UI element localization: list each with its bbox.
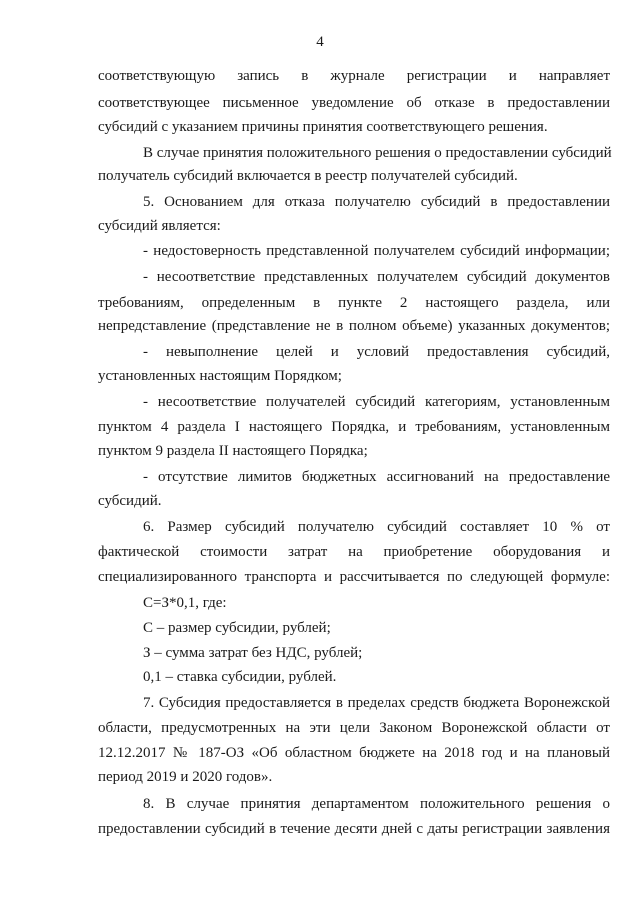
text-line: - несоответствие получателей субсидий категориям, установленным <box>143 394 610 410</box>
text-line: - невыполнение целей и условий предоставления субсидий, <box>143 344 610 360</box>
text-line: установленных настоящим Порядком; <box>98 368 342 384</box>
text-line: пунктом 9 раздела II настоящего Порядка; <box>98 443 368 459</box>
page-number: 4 <box>316 34 324 50</box>
text-line: 6. Размер субсидий получателю субсидий составляет 10 % от <box>143 519 610 535</box>
text-line: 5. Основанием для отказа получателю субсидий в предоставлении <box>143 194 610 210</box>
formula-line: С=З*0,1, где: <box>143 595 227 611</box>
text-line: 7. Субсидия предоставляется в пределах средств бюджета Воронежской <box>143 695 610 711</box>
text-line: субсидий является: <box>98 218 221 234</box>
text-line: период 2019 и 2020 годов». <box>98 769 273 785</box>
text-line: субсидий. <box>98 493 162 509</box>
text-line: пунктом 4 раздела I настоящего Порядка, и требованиям, установленным <box>98 419 610 435</box>
text-line: - отсутствие лимитов бюджетных ассигнований на предоставление <box>143 469 610 485</box>
text-line: специализированного транспорта и рассчитывается по следующей формуле: <box>98 569 610 585</box>
text-line: субсидий с указанием причины принятия соответствующего решения. <box>98 119 548 135</box>
text-line: области, предусмотренных на эти цели Законом Воронежской области от <box>98 720 610 736</box>
text-line: предоставлении субсидий в течение десяти дней с даты регистрации заявления <box>98 821 610 837</box>
text-line: В случае принятия положительного решения о предоставлении субсидий <box>143 145 612 161</box>
text-line: требованиям, определенным в пункте 2 настоящего раздела, или <box>98 295 610 311</box>
formula-line: 0,1 – ставка субсидии, рублей. <box>143 669 337 685</box>
text-line: соответствующее письменное уведомление об отказе в предоставлении <box>98 95 610 111</box>
text-line: соответствующую запись в журнале регистрации и направляет <box>98 68 610 84</box>
text-line: 12.12.2017 № 187-ОЗ «Об областном бюджете на 2018 год и на плановый <box>98 745 610 761</box>
text-line: - недостоверность представленной получателем субсидий информации; <box>143 243 610 259</box>
text-line: непредставление (представление не в полном объеме) указанных документов; <box>98 318 610 334</box>
text-line: 8. В случае принятия департаментом положительного решения о <box>143 796 610 812</box>
formula-line: С – размер субсидии, рублей; <box>143 620 331 636</box>
text-line: получатель субсидий включается в реестр получателей субсидий. <box>98 168 518 184</box>
text-line: - несоответствие представленных получателем субсидий документов <box>143 269 610 285</box>
formula-line: З – сумма затрат без НДС, рублей; <box>143 645 363 661</box>
text-line: фактической стоимости затрат на приобретение оборудования и <box>98 544 610 560</box>
